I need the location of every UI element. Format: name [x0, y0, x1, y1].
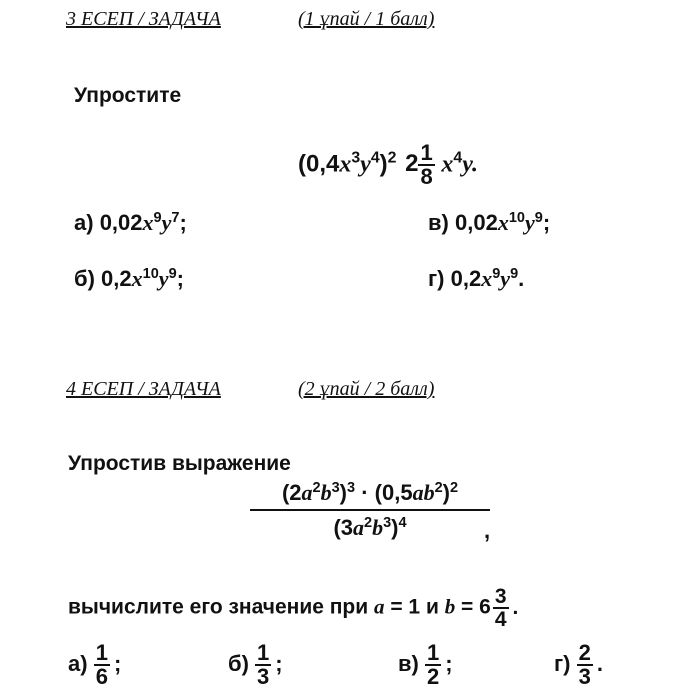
- num-p2-open: (0,5: [374, 480, 413, 505]
- option-den: 3: [578, 664, 591, 689]
- num-p1-open: (2: [281, 480, 302, 505]
- option-y-exp: 7: [171, 210, 180, 227]
- den-close: ): [391, 515, 399, 540]
- option-label: б): [228, 650, 249, 676]
- option-num: 2: [578, 640, 591, 665]
- option-label: а): [68, 650, 88, 676]
- option-coef: 0,2: [101, 266, 132, 291]
- task3-option-g: [428, 266, 524, 292]
- task3-prompt: Упростите: [74, 84, 182, 107]
- option-end: ;: [542, 210, 551, 235]
- expr-close: ): [379, 150, 388, 178]
- den-b-exp: 3: [383, 515, 392, 532]
- option-end: .: [518, 266, 525, 291]
- option-fraction: [577, 642, 593, 688]
- eval-b: b: [444, 594, 456, 619]
- option-y-exp: 9: [168, 266, 177, 283]
- num-b: b: [320, 480, 332, 505]
- option-y: y: [500, 266, 511, 291]
- option-coef: 0,02: [99, 210, 143, 235]
- option-x: x: [142, 210, 154, 235]
- option-label: б): [74, 266, 95, 291]
- expr-frac-den: 8: [420, 164, 433, 189]
- option-num: 1: [257, 640, 270, 665]
- num-b-exp: 3: [331, 480, 340, 497]
- option-y: y: [524, 210, 535, 235]
- den-a-exp: 2: [364, 515, 373, 532]
- task4-denominator: [250, 509, 490, 541]
- option-label: в): [398, 650, 419, 676]
- task4-expression: [250, 480, 490, 541]
- option-x: x: [481, 266, 493, 291]
- num-a2: a: [412, 480, 424, 505]
- task4-option-g: [554, 642, 603, 688]
- task3-option-v: [428, 210, 550, 236]
- num-b2: b: [423, 480, 435, 505]
- option-x-exp: 9: [492, 266, 501, 283]
- task4-points: (2 ұпай / 2 балл): [298, 378, 435, 400]
- task4-numerator: [250, 480, 490, 509]
- num-a-exp: 2: [312, 480, 321, 497]
- option-end: ;: [275, 650, 283, 676]
- option-x: x: [497, 210, 509, 235]
- option-x: x: [131, 266, 143, 291]
- task4-option-v: [398, 642, 453, 688]
- option-x-exp: 10: [142, 266, 159, 283]
- expr-whole: 2: [405, 150, 419, 178]
- option-coef: 0,2: [450, 266, 482, 291]
- expr-y: y: [360, 151, 371, 178]
- den-open: (3: [333, 515, 353, 540]
- eval-fraction: [493, 586, 509, 630]
- task4-option-a: [68, 642, 121, 688]
- option-end: ;: [113, 650, 122, 676]
- num-p1-close: ): [339, 480, 347, 505]
- task4-header: 4 ЕСЕП / ЗАДАЧА: [66, 378, 221, 400]
- option-end: ;: [445, 650, 453, 676]
- option-fraction: [94, 642, 110, 688]
- num-p2-exp: 2: [449, 480, 459, 497]
- task4-option-b: [228, 642, 283, 688]
- option-x-exp: 10: [508, 210, 525, 227]
- num-dot: ·: [355, 480, 375, 505]
- expr-fraction: [418, 142, 434, 188]
- option-den: 2: [426, 664, 440, 689]
- num-a: a: [301, 480, 313, 505]
- option-y: y: [158, 266, 169, 291]
- task3-expression: [298, 142, 478, 188]
- expr-y-exp: 4: [370, 149, 380, 167]
- task3-header: 3 ЕСЕП / ЗАДАЧА: [66, 8, 221, 30]
- option-fraction: [425, 642, 441, 688]
- num-p1-exp: 3: [347, 480, 356, 497]
- option-label: в): [428, 210, 449, 235]
- expr-base: (0,4: [298, 150, 340, 178]
- eval-frac-den: 4: [494, 608, 507, 631]
- option-label: а): [74, 210, 94, 235]
- eval-eq2: = 6: [455, 595, 491, 619]
- task3-option-b: [74, 266, 184, 292]
- eval-text: вычислите его значение при: [68, 595, 374, 619]
- eval-eq1: = 1 и: [384, 595, 445, 619]
- option-fraction: [255, 642, 271, 688]
- option-coef: 0,02: [454, 210, 498, 235]
- task3-option-a: [74, 210, 187, 236]
- task4-comma: ,: [484, 518, 491, 543]
- option-num: 1: [426, 640, 440, 665]
- expr-frac-num: 1: [420, 140, 433, 165]
- task4-prompt: Упростив выражение: [68, 452, 291, 475]
- expr-x2: x: [441, 151, 454, 178]
- option-den: 6: [95, 664, 108, 689]
- option-end: ;: [176, 266, 184, 291]
- option-label: г): [554, 650, 571, 676]
- num-b2-exp: 2: [434, 480, 443, 497]
- option-label: г): [428, 266, 445, 291]
- option-x-exp: 9: [153, 210, 162, 227]
- eval-frac-num: 3: [494, 585, 507, 608]
- eval-end: .: [512, 595, 519, 619]
- option-y-exp: 9: [510, 266, 519, 283]
- den-exp: 4: [398, 515, 407, 532]
- den-a: a: [353, 515, 364, 540]
- option-den: 3: [257, 664, 270, 689]
- option-y-exp: 9: [534, 210, 543, 227]
- option-end: .: [596, 650, 603, 676]
- task3-points: (1 ұпай / 1 балл): [298, 8, 435, 30]
- den-b: b: [372, 515, 384, 540]
- expr-outer-exp: 2: [387, 149, 397, 167]
- expr-tail: y.: [462, 151, 478, 178]
- option-num: 1: [95, 640, 108, 665]
- num-p2-close: ): [442, 480, 450, 505]
- eval-a: a: [374, 594, 385, 619]
- expr-x-exp: 3: [351, 149, 361, 167]
- task4-evaluate: [68, 586, 518, 630]
- option-end: ;: [179, 210, 187, 235]
- expr-x2-exp: 4: [453, 149, 463, 167]
- expr-x: x: [339, 151, 352, 178]
- option-y: y: [161, 210, 172, 235]
